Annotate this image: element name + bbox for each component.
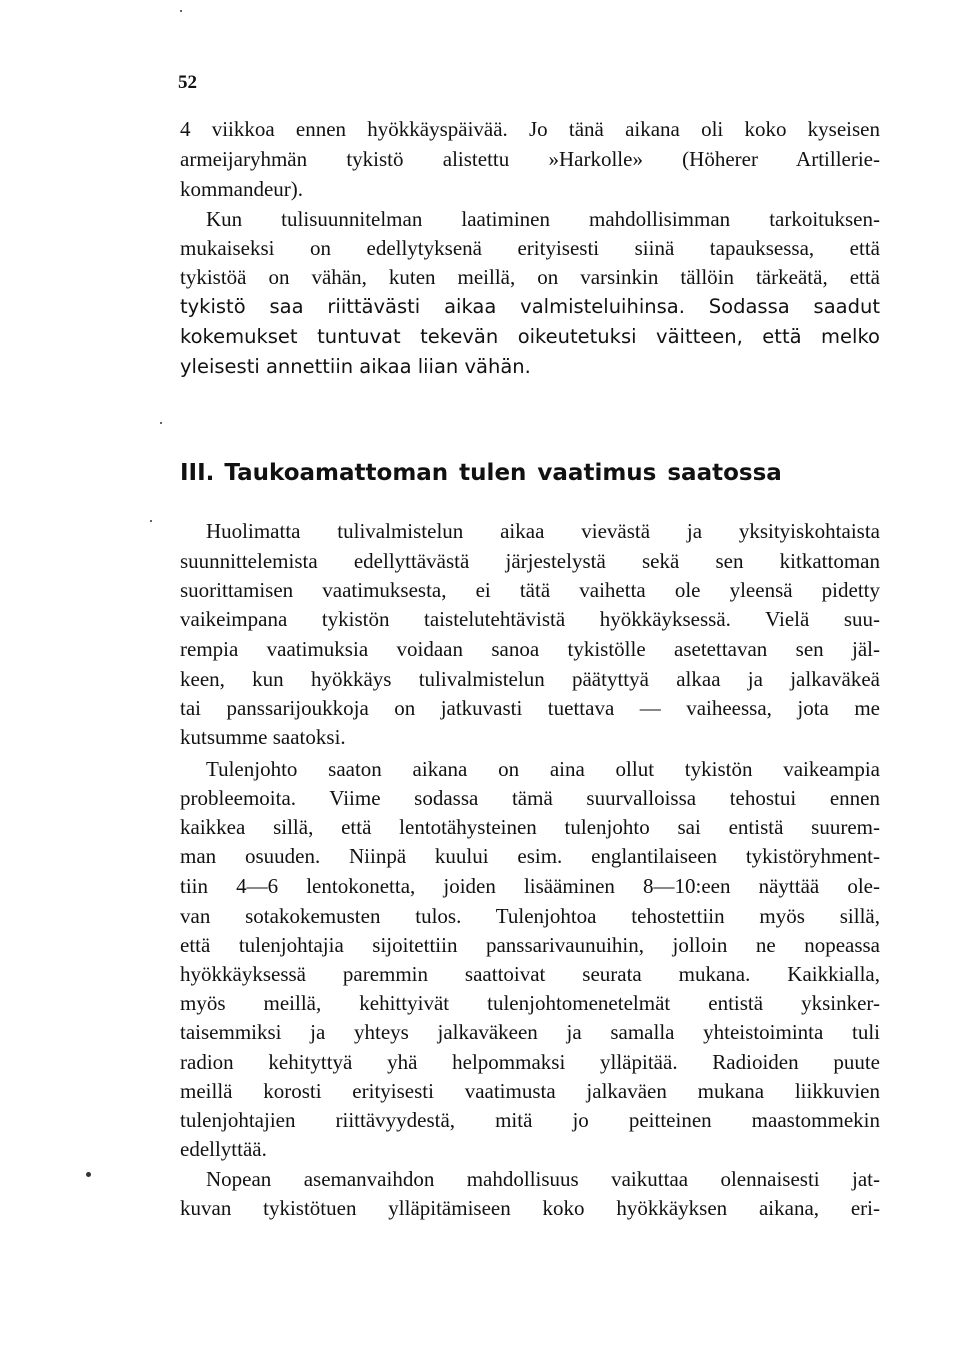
text-line: van sotakokemusten tulos. Tulenjohtoa tehostettiin myös sillä, <box>180 904 880 928</box>
text-line: tulenjohtajien riittävyydestä, mitä jo peitteinen maastommekin <box>180 1108 880 1132</box>
section-heading <box>180 460 782 486</box>
text-line: tykistö saa riittävästi aikaa valmisteluihinsa. Sodassa saadut <box>180 295 880 318</box>
text-line: vaikeimpana tykistön taistelutehtävistä hyökkäyksessä. Vielä suu- <box>180 607 880 631</box>
text-line: suunnittelemista edellyttävästä järjestelystä sekä sen kitkattoman <box>180 549 880 573</box>
scan-speck <box>86 1172 91 1177</box>
text-line: kokemukset tuntuvat tekevän oikeutetuksi väitteen, että melko <box>180 325 880 348</box>
text-line: armeijaryhmän tykistö alistettu »Harkolle» (Höherer Artillerie- <box>180 147 880 171</box>
text-line: yleisesti annettiin aikaa liian vähän. <box>180 355 531 378</box>
text-line: taisemmiksi ja yhteys jalkaväkeen ja samalla yhteistoiminta tuli <box>180 1020 880 1044</box>
scan-speck <box>150 520 152 522</box>
text-line: probleemoita. Viime sodassa tämä suurvalloissa tehostui ennen <box>180 786 880 810</box>
text-line: Huolimatta tulivalmistelun aikaa vievästä ja yksityiskohtaista <box>206 519 880 543</box>
text-line: 4 viikkoa ennen hyökkäyspäivää. Jo tänä aikana oli koko kyseisen <box>180 117 880 141</box>
text-line: Tulenjohto saaton aikana on aina ollut tykistön vaikeampia <box>206 757 880 781</box>
scan-speck <box>180 10 182 12</box>
text-line: tai panssarijoukkoja on jatkuvasti tuettava — vaiheessa, jota me <box>180 696 880 720</box>
text-line: edellyttää. <box>180 1137 267 1161</box>
text-line: myös meillä, kehittyivät tulenjohtomenetelmät entistä yksinker- <box>180 991 880 1015</box>
text-line: kutsumme saatoksi. <box>180 725 346 749</box>
text-line: rempia vaatimuksia voidaan sanoa tykistölle asetettavan sen jäl- <box>180 637 880 661</box>
text-line: hyökkäyksessä paremmin saattoivat seurata mukana. Kaikkialla, <box>180 962 880 986</box>
text-line: keen, kun hyökkäys tulivalmistelun päätyttyä alkaa ja jalkaväkeä <box>180 667 880 691</box>
text-line: radion kehityttyä yhä helpommaksi ylläpitää. Radioiden puute <box>180 1050 880 1074</box>
text-line: mukaiseksi on edellytyksenä erityisesti siinä tapauksessa, että <box>180 236 880 260</box>
text-line: tiin 4—6 lentokonetta, joiden lisääminen 8—10:een näyttää ole- <box>180 874 880 898</box>
scan-speck <box>160 422 162 424</box>
text-line: kaikkea sillä, että lentotähysteinen tulenjohto sai entistä suurem- <box>180 815 880 839</box>
text-line: kuvan tykistötuen ylläpitämiseen koko hyökkäyksen aikana, eri- <box>180 1196 880 1220</box>
text-line: että tulenjohtajia sijoitettiin panssarivaunuihin, jolloin ne nopeassa <box>180 933 880 957</box>
text-line: kommandeur). <box>180 177 304 201</box>
text-line: tykistöä on vähän, kuten meillä, on varsinkin tällöin tärkeätä, että <box>180 265 880 289</box>
text-line: meillä korosti erityisesti vaatimusta jalkaväen mukana liikkuvien <box>180 1079 880 1103</box>
text-line: suorittamisen vaatimuksesta, ei tätä vaihetta ole yleensä pidetty <box>180 578 880 602</box>
text-line: man osuuden. Niinpä kuului esim. englantilaiseen tykistöryhment- <box>180 844 880 868</box>
page-number: 52 <box>178 72 197 93</box>
text-line: Kun tulisuunnitelman laatiminen mahdollisimman tarkoituksen- <box>206 207 880 231</box>
text-line: Nopean asemanvaihdon mahdollisuus vaikuttaa olennaisesti jat- <box>206 1167 880 1191</box>
section-title: Taukoamattoman tulen vaatimus saatossa <box>224 460 782 486</box>
section-number: III. <box>180 460 215 486</box>
